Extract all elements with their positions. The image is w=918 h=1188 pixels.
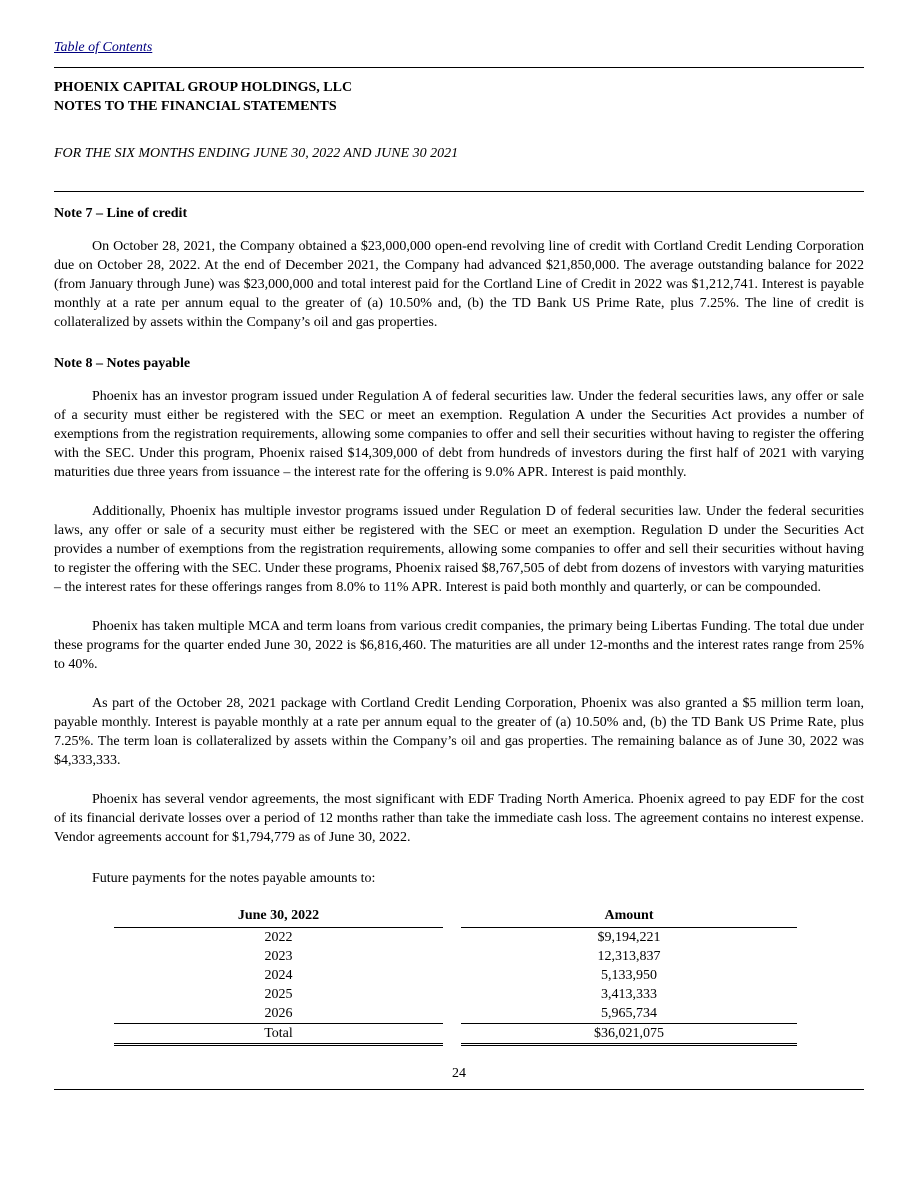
column-header-date: June 30, 2022 (114, 906, 443, 928)
amount-cell: 5,965,734 (461, 1004, 797, 1024)
total-amount-cell: $36,021,075 (461, 1024, 797, 1046)
year-cell: 2026 (114, 1004, 443, 1024)
note7-paragraph: On October 28, 2021, the Company obtained a $23,000,000 open-end revolving line of credit with Cortland Credit Lending Corporation due on October 28, 2022. At the end of December 2021, the Company had advanced $21,850,000. The average outstanding balance for 2022 (from January through June) was $23,000,000 and total interest paid for the Cortland Line of Credit in 2022 was $1,212,741. Interest is payable monthly at a rate per annum equal to the greater of (a) 10.50% and, (b) the TD Bank US Prime Rate, plus 7.25%. The line of credit is collateralized by assets within the Company’s oil and gas properties. (54, 239, 864, 330)
note8-paragraph-mca-loans: Phoenix has taken multiple MCA and term loans from various credit companies, the primary being Libertas Funding. The total due under these programs for the quarter ended June 30, 2022 is $6,816,460. The maturities are all under 12-months and the interest rates range from 25% to 40%. (54, 619, 864, 672)
amount-cell: 5,133,950 (601, 968, 657, 983)
table-header-row (114, 906, 797, 928)
page-number: 24 (452, 1066, 466, 1081)
note8-paragraph-vendor-agreements: Phoenix has several vendor agreements, the most significant with EDF Trading North America. Phoenix agreed to pay EDF for the cost of its financial derivate losses over a period of 12 months rather than take the immediate cash loss. The agreement contains no interest expense. Vendor agreements account for $1,794,779 as of June 30, 2022. (54, 792, 864, 845)
total-label-cell: Total (114, 1024, 443, 1046)
company-name: PHOENIX CAPITAL GROUP HOLDINGS, LLC (54, 80, 353, 95)
table-row (114, 1004, 797, 1024)
amount-cell: 12,313,837 (597, 949, 661, 964)
note8-heading: Note 8 – Notes payable (54, 356, 191, 371)
amount-cell: 3,413,333 (601, 987, 657, 1002)
year-cell: 2022 (264, 930, 293, 945)
header-divider (54, 67, 864, 68)
document-title: NOTES TO THE FINANCIAL STATEMENTS (54, 99, 337, 114)
amount-cell: $9,194,221 (597, 930, 661, 945)
column-header-amount: Amount (461, 906, 797, 928)
future-payments-table (96, 906, 815, 1046)
year-cell: 2025 (264, 987, 293, 1002)
year-cell: 2024 (264, 968, 293, 983)
table-row (114, 947, 797, 966)
footer-divider (54, 1089, 864, 1090)
page-footer (54, 1064, 864, 1090)
year-cell: 2023 (264, 949, 293, 964)
table-row (114, 985, 797, 1004)
table-total-row (114, 1024, 797, 1046)
future-payments-lead-in: Future payments for the notes payable amounts to: (92, 871, 376, 886)
note8-paragraph-term-loan: As part of the October 28, 2021 package with Cortland Credit Lending Corporation, Phoenix was also granted a $5 million term loan, payable monthly. Interest is payable monthly at a rate per annum equal to the greater of (a) 10.50% and, (b) the TD Bank US Prime Rate, plus 7.25%. The term loan is collateralized by assets within the Company’s oil and gas properties. The remaining balance as of June 30, 2022 was $4,333,333. (54, 696, 864, 768)
section-divider (54, 191, 864, 192)
table-of-contents-link[interactable]: Table of Contents (54, 40, 153, 55)
note7-heading: Note 7 – Line of credit (54, 206, 188, 221)
period-subtitle: FOR THE SIX MONTHS ENDING JUNE 30, 2022 AND JUNE 30 2021 (54, 146, 459, 161)
table-row (114, 966, 797, 985)
note8-paragraph-regulation-d: Additionally, Phoenix has multiple investor programs issued under Regulation D of federal securities law. Under the federal securities laws, any offer or sale of a security must either be registered with the SEC or meet an exemption. Regulation D under the Securities Act provides a number of exemptions from the registration requirements, allowing some companies to offer and sell their securities without having to register the offering with the SEC. Under these programs, Phoenix raised $8,767,505 of debt from dozens of investors with varying maturities – the interest rates for these offerings ranges from 8.0% to 11% APR. Interest is paid both monthly and quarterly, or can be compounded. (54, 504, 864, 595)
note8-paragraph-regulation-a: Phoenix has an investor program issued under Regulation A of federal securities law. Under the federal securities laws, any offer or sale of a security must either be registered with the SEC or meet an exemption. Regulation A under the Securities Act provides a number of exemptions from the registration requirements, allowing some companies to offer and sell their securities without having to register the offering with the SEC. Under this program, Phoenix raised $14,309,000 of debt from hundreds of investors during the first half of 2021 with varying maturities due three years from issuance – the interest rate for the offering is 9.0% APR. Interest is paid monthly. (54, 389, 864, 480)
table-row (114, 928, 797, 947)
